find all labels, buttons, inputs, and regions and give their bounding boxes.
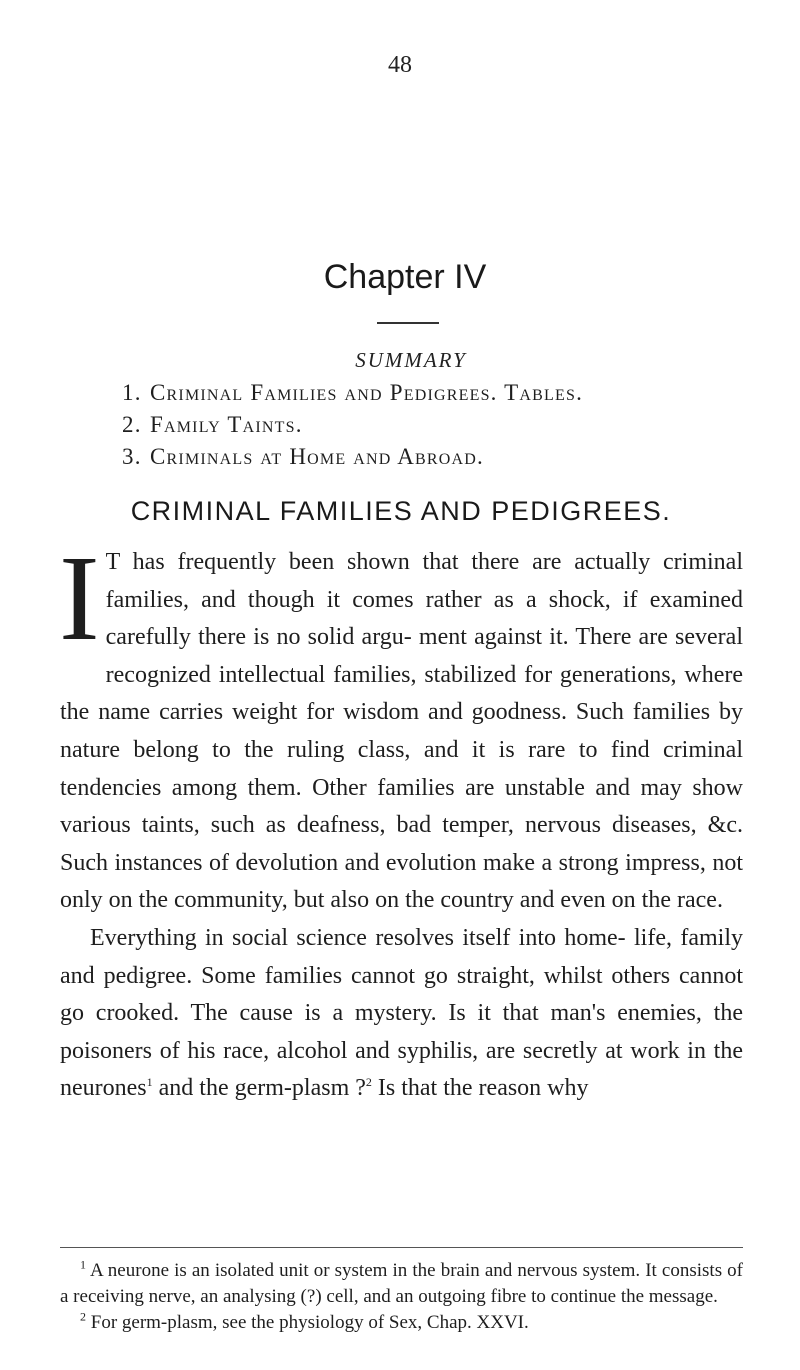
paragraph-text: Is that the reason why — [371, 1075, 589, 1102]
paragraph-text: and the germ-plasm ? — [152, 1075, 366, 1102]
summary-item — [122, 441, 782, 473]
footnote-text: A neurone is an isolated unit or system in the brain and nervous system. It consists of a receiving nerve, an analysing (?) cell, and an outgoing fibre to continue the message. — [60, 1260, 744, 1307]
paragraph — [60, 920, 743, 1108]
summary-item-text: Criminals at Home and Abroad. — [150, 444, 484, 469]
summary-item-number: 2. — [122, 412, 142, 437]
section-heading: CRIMINAL FAMILIES AND PEDIGREES. — [130, 496, 672, 526]
footnote-text: For germ-plasm, see the physiology of Sex, Chap. XXVI. — [90, 1312, 529, 1333]
summary-heading: SUMMARY — [355, 348, 467, 372]
summary-item — [122, 409, 782, 441]
footnote — [60, 1310, 743, 1336]
footnote-marker: 1 — [80, 1257, 86, 1272]
summary-item-number: 1. — [122, 380, 142, 405]
footnote-ref[interactable]: 1 — [146, 1075, 153, 1090]
summary-item-number: 3. — [122, 444, 142, 469]
ornamental-rule — [377, 322, 439, 324]
drop-cap: I — [59, 531, 100, 666]
footnote-marker: 2 — [80, 1309, 86, 1324]
summary-item-text: Family Taints. — [150, 412, 303, 437]
summary-list — [122, 377, 782, 473]
chapter-title: Chapter IV — [323, 258, 487, 296]
paragraph-text: Everything in social science resolves itself into home- life, family and pedigree. Some families cannot go straight, whilst others cannot go crooked. The cause is a mystery. Is it that man's enemies, the poisoners of his race, alcohol and syphilis, are secretly at work in the neurones — [60, 924, 743, 1102]
summary-item — [122, 377, 782, 409]
paragraph-text: T has frequently been shown that there are actually criminal families, and though it comes rather as a shock, if examined carefully there is no solid argu- ment against it. There are several recognized intellectual families, stabilized for generations, where the name carries weight for wisdom and goodness. Such families by nature belong to the ruling class, and it is rare to find criminal tendencies among them. Other families are unstable and may show various taints, such as deafness, bad temper, nervous diseases, &c. Such instances of devolution and evolution make a strong impress, not only on the community, but also on the country and even on the race. — [60, 549, 743, 914]
footnote-divider — [60, 1247, 743, 1248]
footnote-ref[interactable]: 2 — [365, 1075, 372, 1090]
footnotes — [60, 1258, 743, 1336]
page-number: 48 — [388, 52, 412, 78]
body-text — [59, 531, 743, 1108]
footnote — [60, 1258, 743, 1310]
summary-item-text: Criminal Families and Pedigrees. Tables. — [150, 380, 584, 405]
paragraph — [59, 531, 743, 920]
